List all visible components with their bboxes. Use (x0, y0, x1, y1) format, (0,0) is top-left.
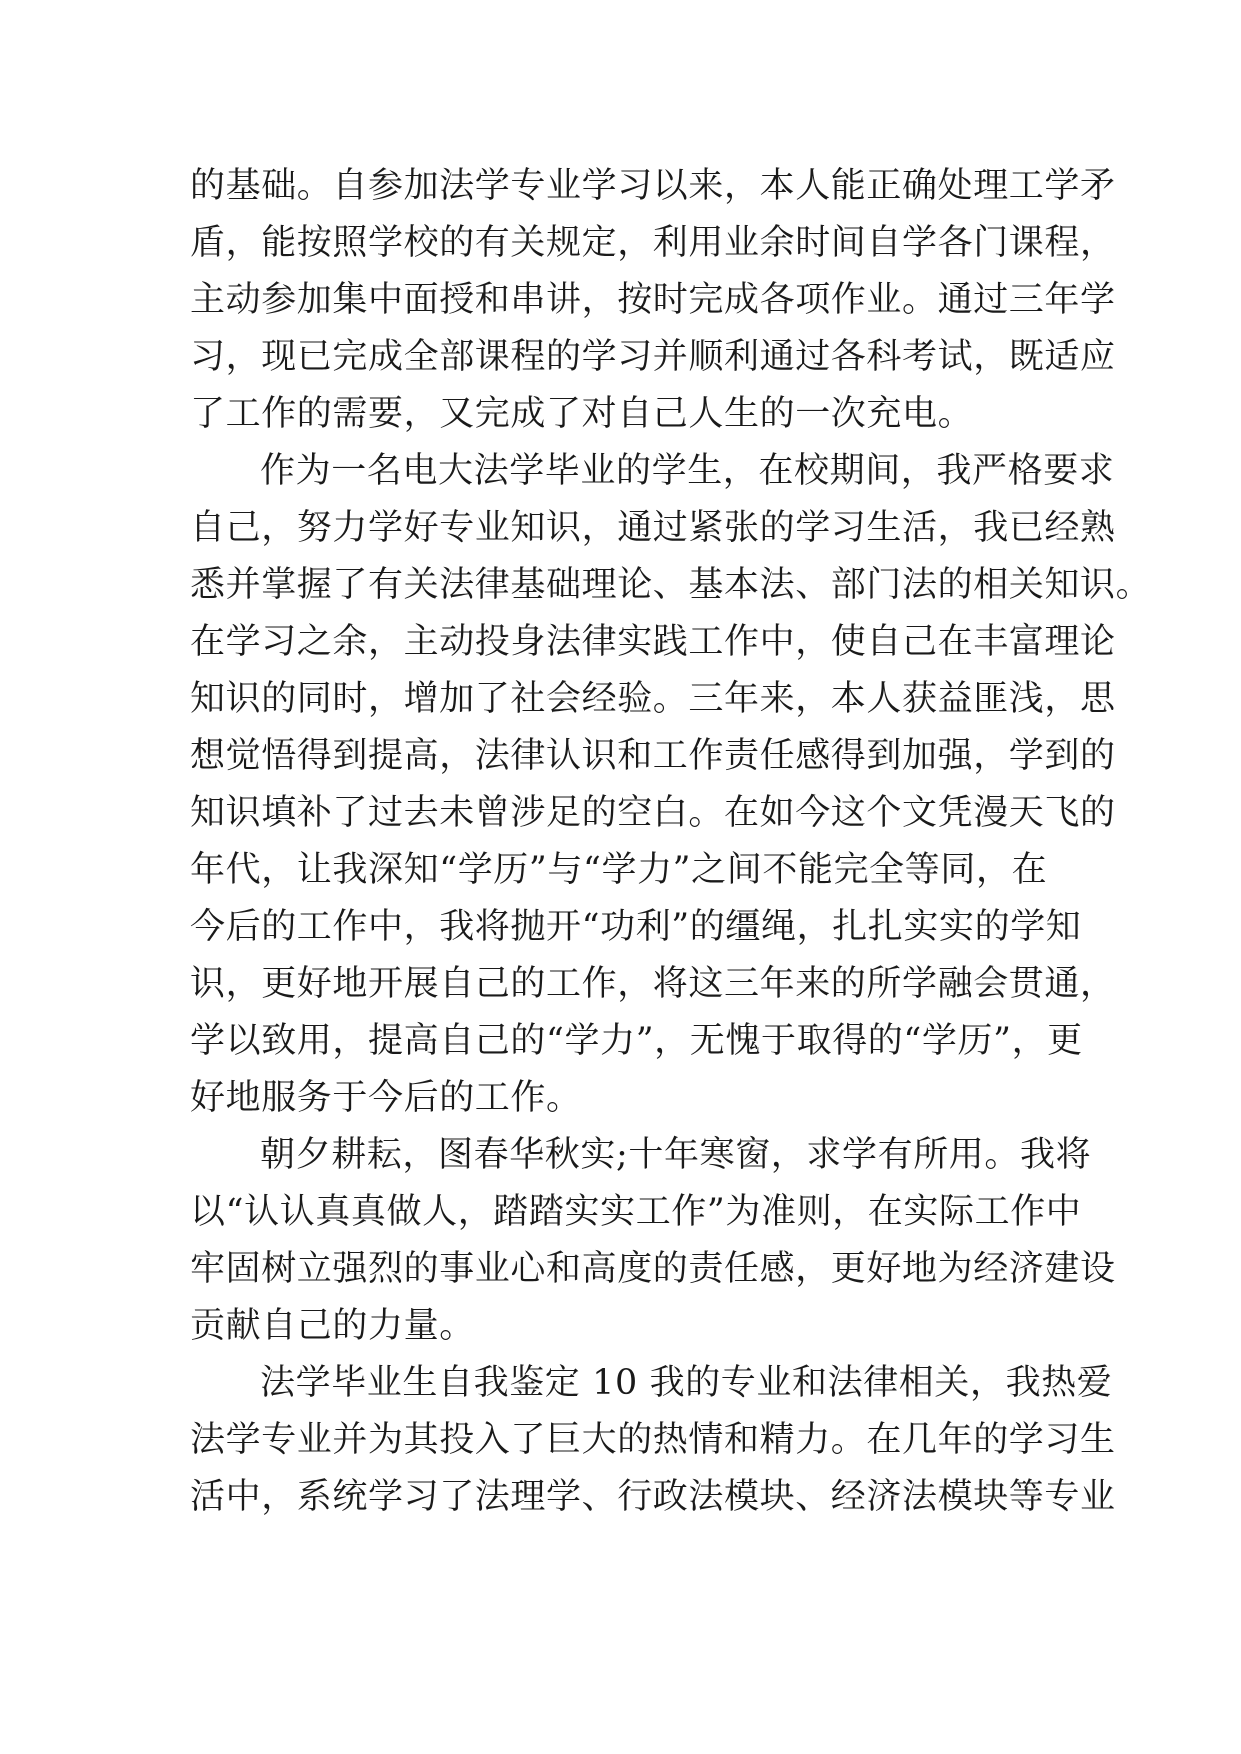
text-line: 学以致用，提高自己的“学力”，无愧于取得的“学历”，更 (190, 1021, 1083, 1061)
body-text (190, 158, 1152, 1526)
text-line: 悉并掌握了有关法律基础理论、基本法、部门法的相关知识。 (190, 565, 1152, 605)
text-line: 想觉悟得到提高，法律认识和工作责任感得到加强，学到的 (190, 736, 1116, 776)
text-line: 的基础。自参加法学专业学习以来，本人能正确处理工学矛 (190, 166, 1116, 206)
text-line: 法学专业并为其投入了巨大的热情和精力。在几年的学习生 (190, 1420, 1116, 1460)
text-line: 贡献自己的力量。 (190, 1306, 475, 1346)
text-line: 年代，让我深知“学历”与“学力”之间不能完全等同，在 (190, 850, 1048, 890)
text-line: 主动参加集中面授和串讲，按时完成各项作业。通过三年学 (190, 280, 1116, 320)
text-line: 以“认认真真做人，踏踏实实工作”为准则，在实际工作中 (190, 1192, 1082, 1232)
text-line: 识，更好地开展自己的工作，将这三年来的所学融会贯通， (190, 964, 1116, 1004)
paragraph-first-line: 朝夕耕耘，图春华秋实;十年寒窗，求学有所用。我将 (260, 1135, 1092, 1175)
text-line: 活中，系统学习了法理学、行政法模块、经济法模块等专业 (190, 1477, 1116, 1517)
text-line: 习，现已完成全部课程的学习并顺利通过各科考试，既适应 (190, 337, 1116, 377)
text-line: 了工作的需要，又完成了对自己人生的一次充电。 (190, 394, 974, 434)
paragraph-first-line: 法学毕业生自我鉴定 10 我的专业和法律相关，我热爱 (260, 1363, 1113, 1403)
text-line: 好地服务于今后的工作。 (190, 1078, 582, 1118)
text-line: 自己，努力学好专业知识，通过紧张的学习生活，我已经熟 (190, 508, 1116, 548)
text-line: 知识填补了过去未曾涉足的空白。在如今这个文凭漫天飞的 (190, 793, 1116, 833)
text-line: 知识的同时，增加了社会经验。三年来，本人获益匪浅，思 (190, 679, 1116, 719)
text-line: 盾，能按照学校的有关规定，利用业余时间自学各门课程， (190, 223, 1116, 263)
paragraph-first-line: 作为一名电大法学毕业的学生，在校期间，我严格要求 (260, 451, 1115, 491)
text-line: 牢固树立强烈的事业心和高度的责任感，更好地为经济建设 (190, 1249, 1116, 1289)
text-line: 今后的工作中，我将抛开“功利”的缰绳，扎扎实实的学知 (190, 907, 1082, 947)
text-line: 在学习之余，主动投身法律实践工作中，使自己在丰富理论 (190, 622, 1116, 662)
